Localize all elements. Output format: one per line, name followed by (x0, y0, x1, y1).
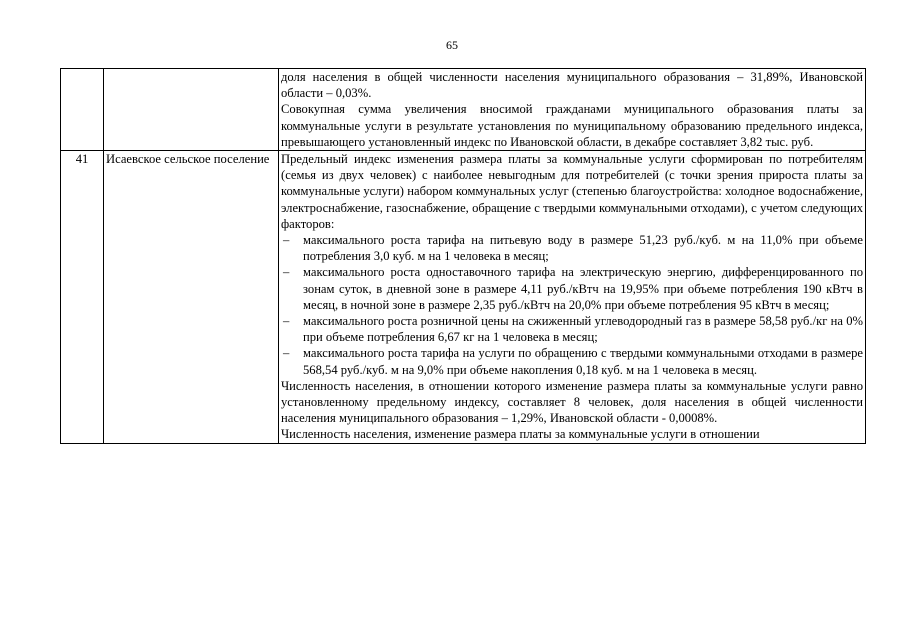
factor-text: максимального роста розничной цены на сжиженный углеводородный газ в размере 58,58 руб./кг на 0% при объеме потребления 6,67 кг на 1 человека в месяц; (303, 314, 863, 345)
factor-text: максимального роста тарифа на услуги по обращению с твердыми коммунальными отходами в размере 568,54 руб./куб. м на 9,0% при объеме накопления 0,18 куб. м на 1 человека в месяц. (303, 346, 863, 377)
table-row (61, 69, 866, 151)
municipality-table (60, 68, 866, 444)
list-item (281, 232, 863, 264)
continuation-paragraph: Численность населения, изменение размера платы за коммунальные услуги в отношении (281, 427, 760, 442)
description-cell (279, 69, 866, 151)
municipality-name-cell: Исаевское сельское поселение (104, 151, 279, 444)
dash-bullet-icon: – (283, 314, 290, 329)
description-cell (279, 151, 866, 444)
population-share-paragraph: доля населения в общей численности населения муниципального образования – 31,89%, Ивановской области – 0,03%. (281, 70, 863, 101)
list-item (281, 345, 863, 377)
dash-bullet-icon: – (283, 346, 290, 361)
population-paragraph: Численность населения, в отношении которого изменение размера платы за коммунальные услуги равно установленному предельному индексу, составляет 8 человек, доля населения в общей численности населения муниципального образования – 1,29%, Ивановской области - 0,0008%. (281, 378, 863, 426)
factors-list (281, 232, 863, 378)
row-number-cell: 41 (61, 151, 104, 444)
list-item (281, 264, 863, 313)
factor-text: максимального роста тарифа на питьевую воду в размере 51,23 руб./куб. м на 11,0% при объеме потребления 3,0 куб. м на 1 человека в месяц; (303, 233, 863, 264)
index-intro-paragraph: Предельный индекс изменения размера платы за коммунальные услуги сформирован по потребителям (семья из двух человек) с наиболее невыгодным для потребителей (с точки зрения прироста платы за коммунальные услуги) набором коммунальных услуг (степенью благоустройства: холодное водоснабжение, электроснабжение, газоснабжение, обращение с твердыми коммунальными отходами), с учетом следующих факторов: (281, 152, 863, 231)
factor-text: максимального роста одноставочного тарифа на электрическую энергию, дифференцированного по зонам суток, в дневной зоне в размере 4,11 руб./кВтч на 19,95% при объеме потребления 190 кВтч в месяц, в ночной зоне в размере 2,35 руб./кВтч на 20,0% при объеме потребления 95 кВтч в месяц; (303, 265, 863, 312)
page-number: 65 (446, 38, 458, 52)
total-payment-increase-paragraph: Совокупная сумма увеличения вносимой гражданами муниципального образования платы за коммунальные услуги в результате установления по муниципальному образованию предельного индекса, превышающего установленный индекс по Ивановской области, в декабре составляет 3,82 тыс. руб. (281, 102, 863, 149)
dash-bullet-icon: – (283, 265, 290, 280)
list-item (281, 313, 863, 345)
table-row (61, 151, 866, 444)
dash-bullet-icon: – (283, 233, 290, 248)
municipality-name-cell (104, 69, 279, 151)
row-number-cell (61, 69, 104, 151)
